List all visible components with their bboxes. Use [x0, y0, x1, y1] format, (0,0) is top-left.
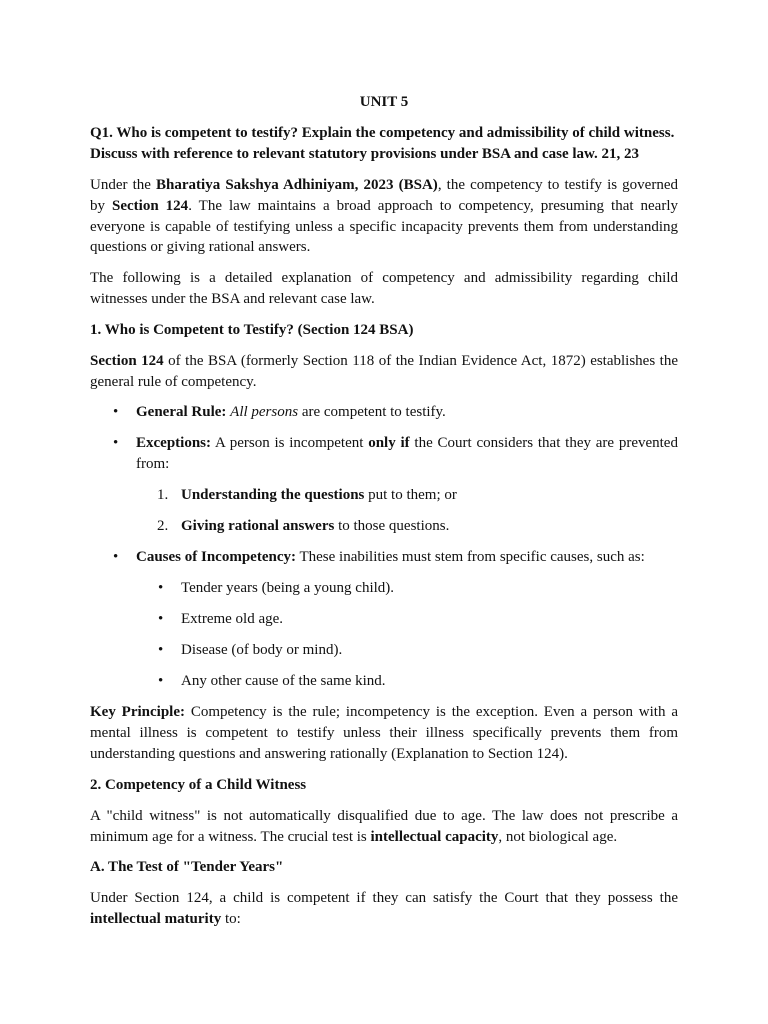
question-line-1: Q1. Who is competent to testify? Explain the competency and admissibility of child witness. — [90, 125, 675, 141]
section-ref: Section 124 — [90, 353, 164, 369]
item-text: to those questions. — [334, 518, 450, 534]
numbered-item — [181, 485, 678, 506]
item-number: 1. — [157, 487, 169, 503]
paragraph-text: of the BSA (formerly Section 118 of the Indian Evidence Act, 1872) establishes the general rule of competency. — [90, 353, 678, 390]
question-heading — [90, 123, 678, 165]
intro-paragraph-2: The following is a detailed explanation of competency and admissibility regarding child witnesses under the BSA and relevant case law. — [90, 270, 678, 307]
cause-item: Any other cause of the same kind. — [181, 673, 386, 689]
section-ref: Section 124 — [112, 197, 189, 214]
emphasis-text: only if — [368, 435, 410, 451]
paragraph-text: Under Section 124, a child is competent if they can satisfy the Court that they possess the — [90, 890, 678, 906]
intro-paragraph-1 — [90, 175, 678, 258]
section-2-paragraph — [90, 806, 678, 848]
bullet-marker: • — [113, 435, 119, 451]
item-text: put to them; or — [364, 487, 457, 503]
bullet-causes — [136, 547, 678, 568]
question-line-2: Discuss with reference to relevant statutory provisions under BSA and case law. 21, 23 — [90, 145, 640, 162]
bullet-marker: • — [158, 673, 164, 689]
section-1-heading: 1. Who is Competent to Testify? (Section 124 BSA) — [90, 322, 414, 338]
intro-text: Under the — [90, 177, 157, 193]
bullet-marker: • — [158, 611, 164, 627]
emphasis-text: intellectual capacity — [370, 828, 499, 845]
intro-text: . The law maintains a broad approach to competency, presuming that nearly everyone is capable of testifying unless a specific incapacity prevents them from understanding questions or giving rational answers. — [90, 197, 679, 256]
cause-item: Disease (of body or mind). — [181, 642, 343, 658]
bullet-marker: • — [158, 580, 164, 596]
subsection-a-paragraph — [90, 888, 678, 930]
bullet-general-rule — [136, 402, 678, 423]
emphasis-text: intellectual maturity — [90, 910, 222, 927]
item-number: 2. — [157, 518, 169, 534]
bullet-text: are competent to testify. — [298, 404, 446, 420]
bullet-marker: • — [113, 549, 119, 565]
emphasis-text: All persons — [230, 404, 299, 420]
bsa-name: Bharatiya Sakshya Adhiniyam, 2023 (BSA) — [156, 177, 438, 193]
paragraph-text: Competency is the rule; incompetency is the exception. Even a person with a mental illness is competent to testify unless their illness specifically prevents them from understanding questions and answering rationally (Explanation to Section 124). — [90, 704, 678, 762]
bullet-text: These inabilities must stem from specific causes, such as: — [295, 549, 645, 565]
bullet-label: General Rule: — [136, 404, 227, 420]
section-1-paragraph — [90, 351, 678, 393]
bullet-marker: • — [158, 642, 164, 658]
section-2-heading: 2. Competency of a Child Witness — [90, 777, 307, 793]
bullet-label: Causes of Incompetency: — [136, 549, 296, 565]
subsection-a-heading: A. The Test of "Tender Years" — [90, 859, 284, 875]
bullet-text: A person is incompetent — [211, 435, 369, 451]
bullet-marker: • — [113, 404, 119, 420]
intro-text: , the competency to testify is governed by — [90, 177, 678, 214]
item-label: Understanding the questions — [181, 487, 365, 503]
paragraph-text: , not biological age. — [498, 828, 618, 845]
key-principle-label: Key Principle: — [90, 704, 185, 720]
cause-item: Tender years (being a young child). — [181, 580, 395, 596]
item-label: Giving rational answers — [181, 518, 335, 534]
bullet-text: the Court considers that they are prevented from: — [136, 435, 678, 472]
key-principle-paragraph — [90, 702, 678, 764]
bullet-label: Exceptions: — [136, 435, 211, 451]
cause-item: Extreme old age. — [181, 611, 284, 627]
paragraph-text: to: — [221, 910, 241, 927]
page-title: UNIT 5 — [359, 94, 409, 110]
numbered-item — [181, 516, 678, 537]
bullet-exceptions — [136, 433, 678, 475]
paragraph-text: A "child witness" is not automatically disqualified due to age. The law does not prescribe a minimum age for a witness. The crucial test is — [90, 808, 678, 845]
